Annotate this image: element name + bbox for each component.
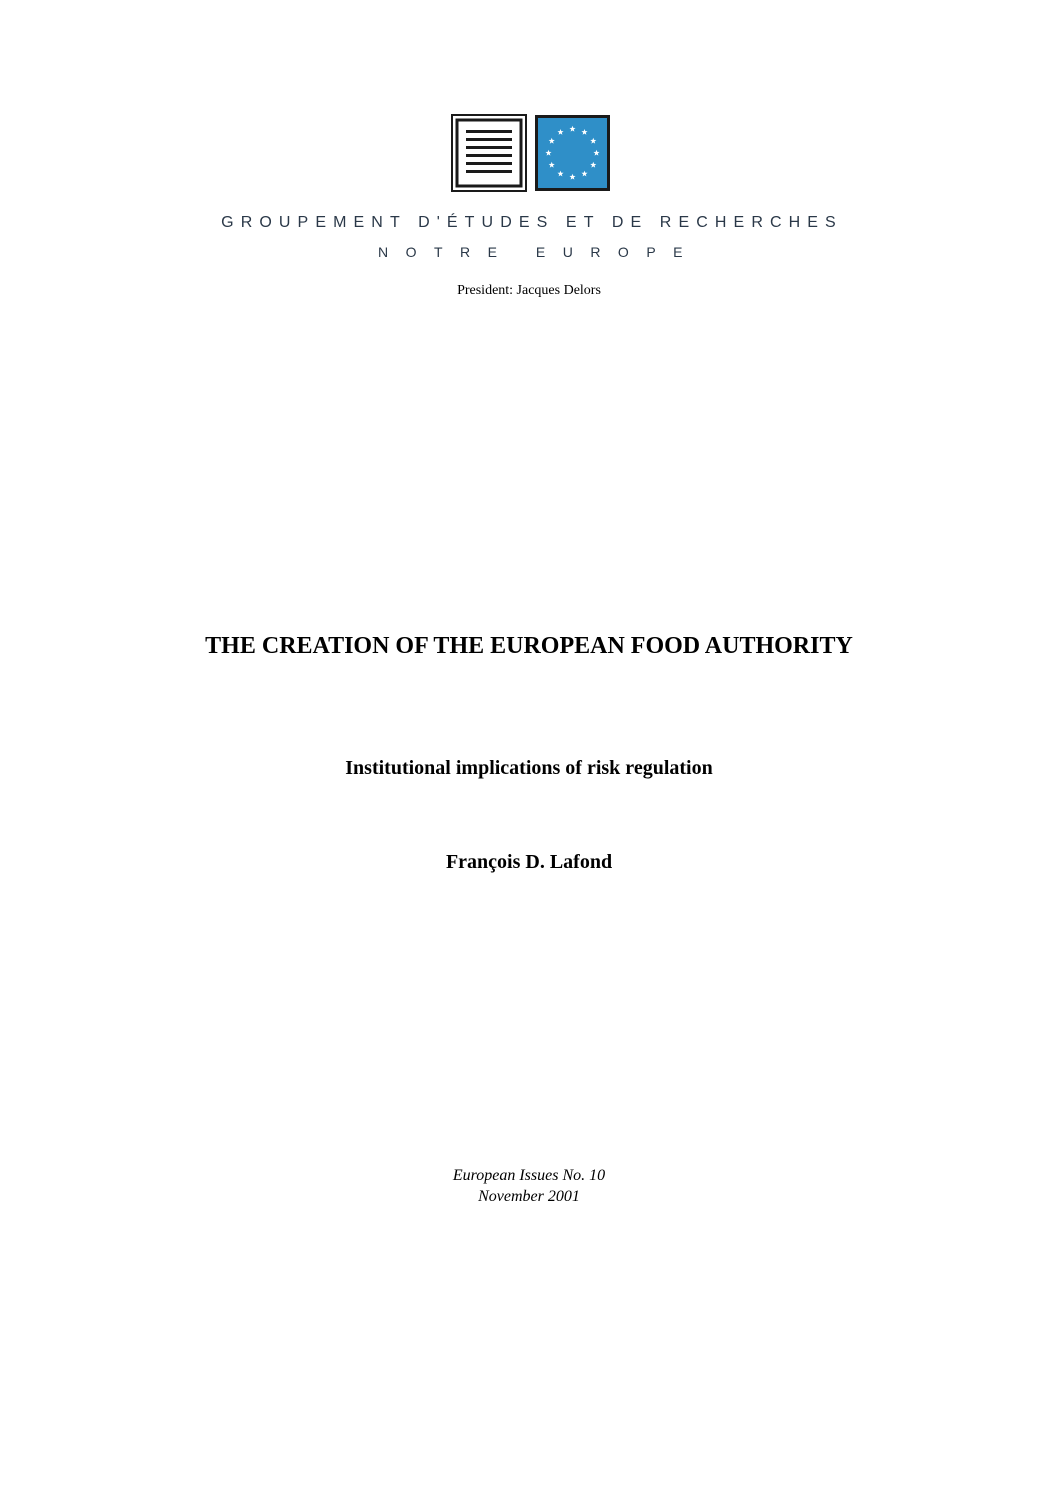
organization-name: GROUPEMENT D'ÉTUDES ET DE RECHERCHES xyxy=(221,214,843,231)
eu-stars-icon xyxy=(535,115,610,191)
author-name: François D. Lafond xyxy=(445,851,613,873)
document-title: THE CREATION OF THE EUROPEAN FOOD AUTHORITY xyxy=(205,633,853,659)
notre-europe-logo xyxy=(451,114,611,192)
president-line: President: Jacques Delors xyxy=(457,283,601,298)
organization-subtitle: NOTRE EUROPE xyxy=(377,244,700,260)
publication-info xyxy=(0,1165,1058,1207)
publication-date: November 2001 xyxy=(478,1188,580,1205)
document-lines-icon xyxy=(452,115,526,191)
series-number: European Issues No. 10 xyxy=(452,1167,606,1184)
document-subtitle: Institutional implications of risk regulation xyxy=(345,757,713,779)
